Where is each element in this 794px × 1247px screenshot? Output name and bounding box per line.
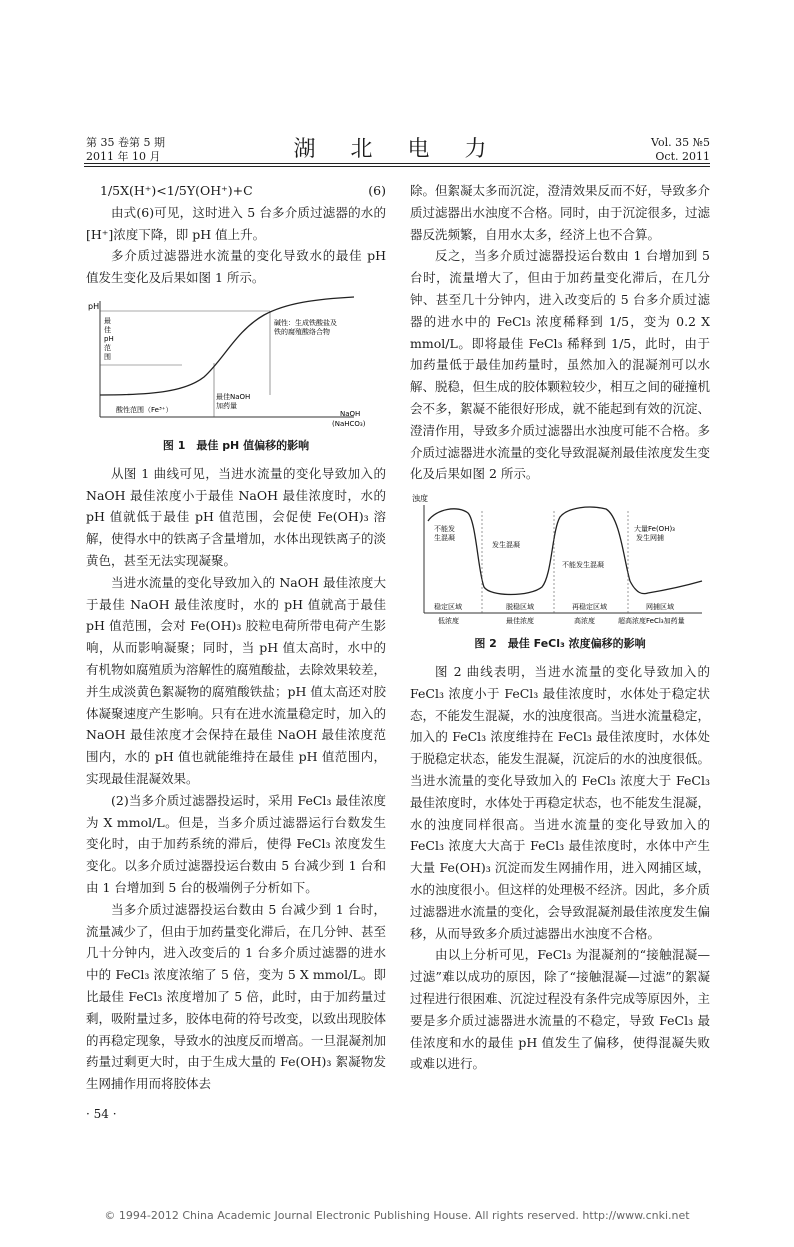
paragraph: 多介质过滤器进水流量的变化导致水的最佳 pH 值发生变化及后果如图 1 所示。 (86, 248, 386, 286)
paragraph: 由以上分析可见，FeCl₃ 为混凝剂的“接触混凝—过滤”难以成功的原因，除了“接触混凝—过滤”的絮凝过程进行很困难、沉淀过程没有条件完成等原因外，主要是多介质过滤器进水流量的不稳定，导致 FeCl₃ 最佳浓度和水的最佳 pH 值发生了偏移，使得混凝失败或难以进行。 (410, 947, 711, 1072)
paragraph: 由式(6)可见，这时进入 5 台多介质过滤器的水的[H⁺]浓度下降，即 pH 值上升。 (86, 204, 386, 242)
volume-issue-en: Vol. 35 №5 (651, 136, 710, 149)
fig2-region-labels: 稳定区域 脱稳区域 再稳定区域 网捕区域 (434, 603, 674, 612)
volume-issue: 第 35 卷第 5 期 (86, 136, 165, 149)
equation-number: (6) (368, 183, 386, 198)
figure-2-caption: 图 2 最佳 FeCl₃ 浓度偏移的影响 (474, 637, 646, 651)
fig2-coag-label: 发生混凝 (492, 541, 520, 550)
paragraph: (2)当多介质过滤器投运时，采用 FeCl₃ 最佳浓度为 X mmol/L。但是，当多介质过滤器运行台数发生变化时，由于加药系统的滞后，使得 FeCl₃ 浓度发生变化。以多介质过滤器投运台数由 5 台减少到 1 台和由 1 台增加到 5 台的极端例子分析如下。 (86, 792, 386, 895)
copyright-footer: © 1994-2012 China Academic Journal Electronic Publishing House. All rights reserved. http://www.cnki.net (104, 1209, 690, 1222)
figure-1-caption: 图 1 最佳 pH 值偏移的影响 (162, 438, 310, 452)
fig1-alkaline-note: 碱性：生成铁酸盐及 铁的腐殖酸络合物 (274, 318, 337, 336)
paragraph: 反之，当多介质过滤器投运台数由 1 台增加到 5 台时，流量增大了，但由于加药量变化滞后，在几分钟、甚至几十分钟内，进入改变后的 5 台多介质过滤器的进水中的 FeCl₃ 浓度稀释到 1/5，变为 0.2 X mmol/L。即将最佳 FeCl₃ 稀释到 1/5，此时，由于加药量低于最佳加药量时，虽然加入的混凝剂可以水解、脱稳，但生成的胶体颗粒较少，相互之间的碰撞机会不多，絮凝不能很好形成，就不能起到有效的沉淀、澄清作用，导致多介质过滤器出水浊度可能不合格。多介质过滤器进水流量的变化导致混凝剂最佳浓度发生变化及后果如图 2 所示。 (410, 248, 711, 482)
journal-issue-en (651, 136, 710, 164)
fig2-no-coag-mid-label: 不能发生混凝 (562, 561, 604, 570)
fig1-acid-range-label: 酸性范围（Fe³⁺） (116, 405, 173, 414)
fig2-x-labels: 低浓度 最佳浓度 高浓度 超高浓度FeCl₃加药量 (438, 617, 685, 626)
paragraph: 除。但絮凝太多而沉淀，澄清效果反而不好，导致多介质过滤器出水浊度不合格。同时，由于沉淀很多，过滤器反洗频繁，自用水太多，经济上也不合算。 (410, 183, 711, 242)
fig1-x-axis-label: NaOH (NaHCO₃) (332, 409, 366, 428)
figure-1 (86, 295, 386, 457)
right-column (410, 180, 710, 1075)
paragraph: 当多介质过滤器投运台数由 5 台减少到 1 台时，流量减少了，但由于加药量变化滞后，在几分钟、甚至几十分钟内，进入改变后的 1 台多介质过滤器的进水中的 FeCl₃ 浓度浓缩了 5 倍，变为 5 X mmol/L。即比最佳 FeCl₃ 浓度增加了 5 倍，此时，由于加药量过剩，吸附量过多，胶体电荷的符号改变，以致出现胶体的再稳定现象，导致水的浊度反而增高。一旦混凝剂加药量过剩更大时，由于生成大量的 Fe(OH)₃ 絮凝物发生网捕作用而将胶体去 (86, 901, 387, 1092)
equation-text: 1/5X(H⁺)<1/5Y(OH⁺)+C (100, 183, 253, 198)
fig1-best-ph-range-label: 最 佳 pH 范 围 (104, 316, 114, 361)
left-column (86, 180, 386, 1095)
journal-title: 湖 北 电 力 (293, 137, 501, 162)
equation-6 (86, 180, 386, 202)
issue-date: 2011 年 10 月 (86, 150, 161, 163)
fig2-y-axis-label: 浊度 (412, 494, 428, 504)
figure-2-plot (410, 491, 710, 631)
fig1-y-axis-label: pH (88, 301, 100, 311)
fig2-turbidity-curve (428, 507, 702, 594)
fig2-no-coag-label: 不能发 生混凝 (434, 525, 455, 543)
issue-date-en: Oct. 2011 (655, 150, 710, 163)
figure-2 (410, 491, 710, 655)
fig1-ph-curve (100, 297, 354, 395)
header-rule (84, 163, 710, 164)
paragraph: 图 2 曲线表明，当进水流量的变化导致加入的 FeCl₃ 浓度小于 FeCl₃ 最佳浓度时，水体处于稳定状态，不能发生混凝，水的浊度很高。当进水流量稳定，加入的 FeCl₃ 浓度维持在 FeCl₃ 最佳浓度时，水体处于脱稳定状态，能发生混凝，沉淀后的水的浊度很低。当进水流量的变化导致加入的 FeCl₃ 浓度大于 FeCl₃ 最佳浓度时，水体处于再稳定状态，也不能发生混凝，水的浊度同样很高。当进水流量的变化导致加入的 FeCl₃ 浓度大大高于 FeCl₃ 最佳浓度时，水体中产生大量 Fe(OH)₃ 沉淀而发生网捕作用，进入网捕区域，水的浊度很小。但这样的处理极不经济。因此，多介质过滤器进水流量的变化，会导致混凝剂最佳浓度发生偏移，从而导致多介质过滤器出水浊度不合格。 (410, 663, 711, 941)
paragraph: 从图 1 曲线可见，当进水流量的变化导致加入的 NaOH 最佳浓度小于最佳 NaOH 最佳浓度时，水的 pH 值就低于最佳 pH 值范围，会促使 Fe(OH)₃ 溶解，使得水中的铁离子含量增加，水体出现铁离子的淡黄色，甚至无法实现凝聚。 (86, 465, 387, 568)
fig1-best-naoh-label: 最佳NaOH 加药量 (216, 392, 251, 410)
page-number: · 54 · (86, 1107, 117, 1121)
fig2-sweep-label: 大量Fe(OH)₃ 发生网捕 (634, 525, 675, 543)
paragraph: 当进水流量的变化导致加入的 NaOH 最佳浓度大于最佳 NaOH 最佳浓度时，水的 pH 值就高于最佳 pH 值范围，会对 Fe(OH)₃ 胶粒电荷所带电荷产生影响，从而影响凝聚；同时，当 pH 值太高时，水中的有机物如腐殖质为溶解性的腐殖酸盐，去除效果较差，并生成淡黄色絮凝物的腐殖酸铁盐；pH 值太高还对胶体凝聚速度产生影响。只有在进水流量稳定时，加入的 NaOH 最佳浓度才会保持在最佳 NaOH 最佳浓度范围内，水的 pH 值也就能维持在最佳 pH 值范围内，实现最佳混凝效果。 (86, 574, 387, 786)
figure-1-plot (86, 295, 386, 433)
header-rule-thin (84, 166, 710, 167)
